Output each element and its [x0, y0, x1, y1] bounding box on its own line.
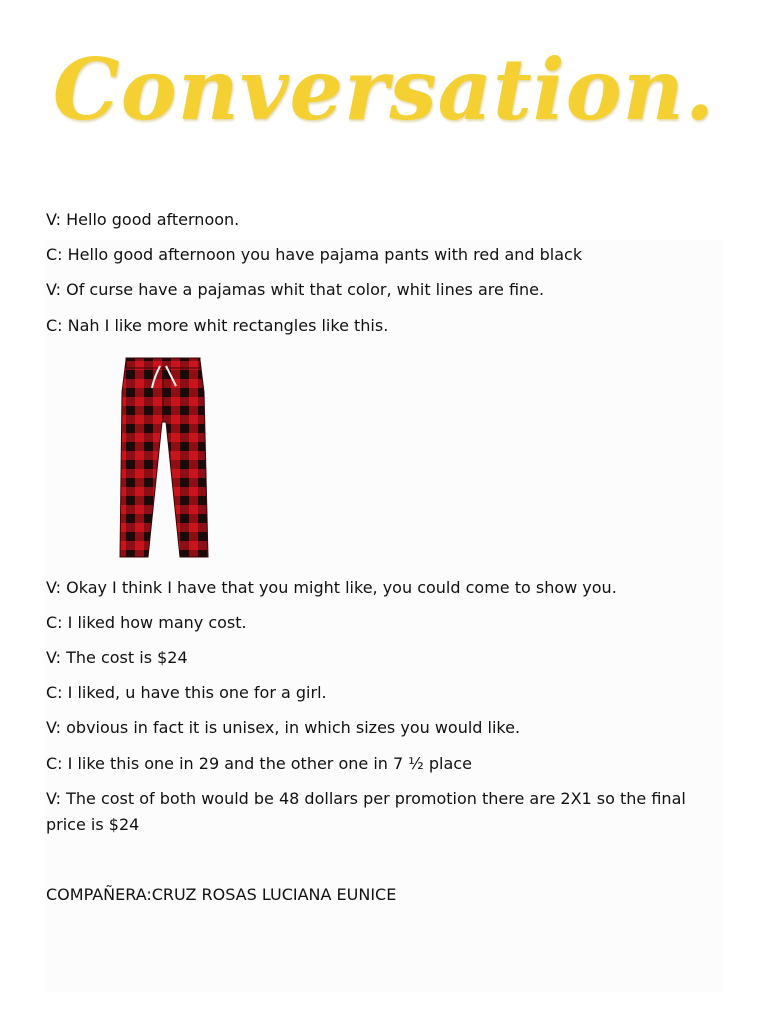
- dialogue-line-11: V: The cost of both would be 48 dollars per promotion there are 2X1 so the final price is $24: [46, 789, 686, 834]
- dialogue-line-7: V: The cost is $24: [46, 648, 188, 667]
- dialogue-line-9: V: obvious in fact it is unisex, in which sizes you would like.: [46, 718, 521, 737]
- dialogue-line-5: V: Okay I think I have that you might like, you could come to show you.: [46, 578, 617, 597]
- dialogue-line-10: C: I like this one in 29 and the other one in 7 ½ place: [46, 754, 472, 773]
- dialogue-line-4: C: Nah I like more whit rectangles like this.: [46, 316, 389, 335]
- page-title: Conversation.: [52, 40, 716, 139]
- dialogue-line-2: C: Hello good afternoon you have pajama pants with red and black: [46, 245, 583, 264]
- dialogue-line-6: C: I liked how many cost.: [46, 613, 247, 632]
- dialogue-line-8: C: I liked, u have this one for a girl.: [46, 683, 327, 702]
- dialogue-line-1: V: Hello good afternoon.: [46, 210, 240, 229]
- dialogue-line-3: V: Of curse have a pajamas whit that color, whit lines are fine.: [46, 280, 545, 299]
- plaid-pajama-pants-image: [108, 352, 218, 562]
- partner-name: COMPAÑERA:CRUZ ROSAS LUCIANA EUNICE: [46, 885, 397, 904]
